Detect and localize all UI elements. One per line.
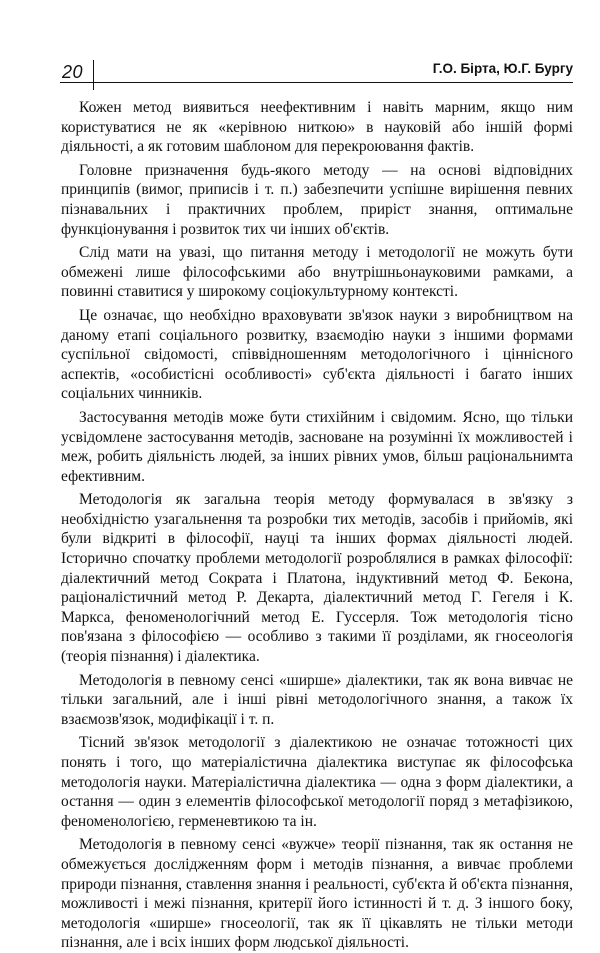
paragraph: Кожен метод виявиться неефективним і навіть марним, якщо ним користуватися не як «керівною ниткою» в науковій або іншій формі діяльності, а як готовим шаблоном для перекроювання фактів. (61, 99, 573, 156)
paragraph: Головне призначення будь-якого методу — на основі відповідних принципів (вимог, приписів і т. п.) забезпечити успішне вирішення певних пізнавальних і практичних проблем, приріст знання, оптимальне функціонування і розвиток тих чи інших об'єктів. (61, 161, 573, 238)
paragraph: Методологія в певному сенсі «ширше» діалектики, так як вона вивчає не тільки загальний, але і інші рівні методологічного знання, а також їх взаємозв'язок, модифікації і т. п. (61, 671, 573, 728)
paragraph: Методологія як загальна теорія методу формувалася в зв'язку з необхідністю узагальнення та розробки тих методів, засобів і прийомів, які були відкриті в філософії, науці та інших формах діяльності людей. Історично спочатку проблеми методології розроблялися в рамках філософії: діалектичний метод Сократа і Платона, індуктивний метод Ф. Бекона, раціоналістичний метод Р. Декарта, діалектичний метод Г. Гегеля і К. Маркса, феноменологічний метод Е. Гуссерля. Тож методологія тісно пов'язана з філософією — особливо з такими її розділами, як гносеологія (теорія пізнання) і діалектика. (61, 491, 573, 666)
page-header (0, 0, 600, 90)
paragraph: Тісний зв'язок методології з діалектикою не означає тотожності цих понять і того, що матеріалістична діалектика виступає як філософська методологія науки. Матеріалістична діалектика — одна з форм діалектики, а остання — один з елементів філософської методології поряд з метафізикою, феноменологією, герменевтикою та ін. (61, 734, 573, 830)
paragraph: Застосування методів може бути стихійним і свідомим. Ясно, що тільки усвідомлене застосування методів, засноване на розумінні їх можливостей і меж, робить діяльність людей, за інших рівних умов, більш раціональнимта ефективним. (61, 408, 573, 485)
paragraph: Це означає, що необхідно враховувати зв'язок науки з виробництвом на даному етапі соціального розвитку, взаємодію науки з іншими формами суспільної свідомості, співвідношенням методологічного і ціннісного аспектів, «особистісні особливості» суб'єкта діяльності і багато інших соціальних чинників. (61, 306, 573, 403)
paragraph: Слід мати на увазі, що питання методу і методології не можуть бути обмежені лише філософськими або внутрішньонауковими рамками, а повинні ставитися у широкому соціокультурному контексті. (61, 244, 573, 301)
header-divider-tick (93, 60, 94, 90)
body-text (61, 98, 573, 953)
header-authors: Г.О. Бірта, Ю.Г. Бургу (432, 61, 573, 76)
header-rule (60, 82, 573, 83)
paragraph: Методологія в певному сенсі «вужче» теорії пізнання, так як остання не обмежується дослідженням форм і методів пізнання, а вивчає проблеми природи пізнання, ставлення знання і реальності, суб'єкта й об'єкта пізнання, можливості і межі пізнання, критерії його істинності й т. д. З іншого боку, методологія «ширше» гносеології, так як її цікавлять не тільки методи пізнання, але і всіх інших форм людської діяльності. (61, 836, 573, 952)
page-number: 20 (62, 62, 84, 82)
